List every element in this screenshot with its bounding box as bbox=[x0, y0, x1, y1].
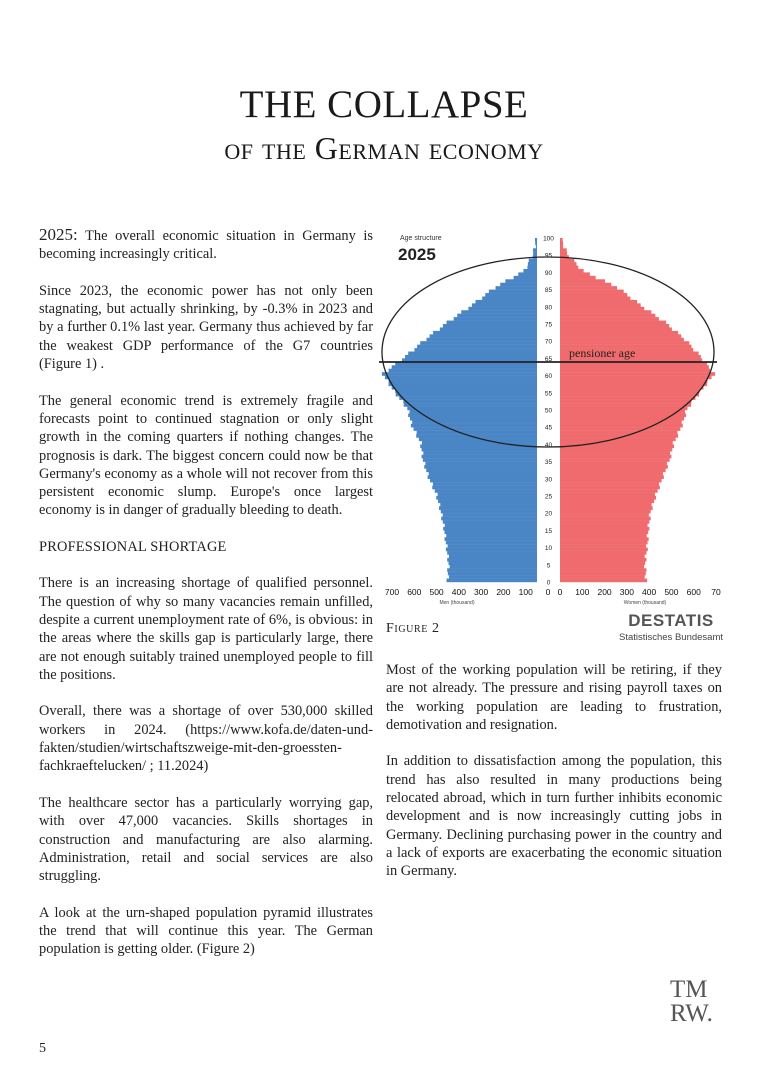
men-bar bbox=[457, 314, 537, 318]
men-bar bbox=[389, 369, 537, 373]
x-tick-label-women: 0 bbox=[557, 587, 563, 597]
women-bar bbox=[560, 448, 672, 452]
women-bar bbox=[560, 451, 670, 455]
paragraph: Most of the working population will be retiring, if they are not already. The pressure and rising payroll taxes on the working population are leading to frustration, demotivation and resignation. bbox=[386, 662, 722, 733]
men-bar bbox=[496, 286, 537, 290]
men-bar bbox=[535, 241, 537, 245]
men-bar bbox=[443, 527, 537, 531]
women-bar bbox=[560, 496, 656, 500]
women-bar bbox=[560, 579, 647, 583]
men-bar bbox=[440, 503, 537, 507]
men-bar bbox=[423, 451, 537, 455]
age-tick-label: 75 bbox=[544, 321, 553, 329]
women-bar bbox=[560, 413, 686, 417]
men-bar bbox=[489, 290, 537, 294]
x-tick-label-men: 700 bbox=[384, 587, 400, 597]
women-bar bbox=[560, 269, 584, 273]
women-bar bbox=[560, 513, 649, 517]
women-bar bbox=[560, 365, 709, 369]
men-bar bbox=[422, 441, 537, 445]
women-bar bbox=[560, 503, 652, 507]
women-bar bbox=[560, 524, 648, 528]
men-bar bbox=[412, 420, 537, 424]
men-bar bbox=[448, 544, 537, 548]
men-bar bbox=[410, 410, 537, 414]
men-bar bbox=[438, 499, 537, 503]
x-tick-label-men: 300 bbox=[474, 587, 489, 597]
pyramid-svg bbox=[377, 226, 737, 606]
women-bar bbox=[560, 379, 708, 383]
chart-year-label: 2025 bbox=[398, 245, 436, 264]
women-bar bbox=[560, 369, 710, 373]
men-bar bbox=[472, 303, 537, 307]
x-tick-label-men: 600 bbox=[407, 587, 422, 597]
women-bar bbox=[560, 296, 630, 300]
men-bar bbox=[514, 276, 537, 280]
women-bar bbox=[560, 290, 624, 294]
women-bar bbox=[560, 462, 667, 466]
men-bar bbox=[448, 572, 537, 576]
women-bar bbox=[560, 259, 574, 263]
women-bar bbox=[560, 455, 671, 459]
x-tick-label-women: 500 bbox=[664, 587, 679, 597]
men-bar bbox=[500, 283, 537, 287]
age-tick-label: 20 bbox=[544, 510, 553, 518]
women-bar bbox=[560, 493, 655, 497]
x-tick-label-women: 70 bbox=[711, 587, 721, 597]
age-tick-label: 85 bbox=[544, 287, 553, 295]
age-tick-label: 70 bbox=[544, 338, 553, 346]
women-bar bbox=[560, 396, 695, 400]
left-column bbox=[39, 226, 373, 977]
men-bar bbox=[447, 558, 537, 562]
page-number: 5 bbox=[39, 1041, 46, 1056]
men-bar bbox=[482, 296, 537, 300]
age-tick-label: 25 bbox=[544, 493, 553, 501]
men-bar bbox=[422, 448, 537, 452]
men-bar bbox=[408, 352, 537, 356]
x-tick-label-men: 0 bbox=[545, 587, 551, 597]
section-heading: PROFESSIONAL SHORTAGE bbox=[39, 539, 227, 556]
men-bars bbox=[382, 238, 537, 582]
women-bar bbox=[560, 314, 655, 318]
x-tick-label-men: 500 bbox=[429, 587, 444, 597]
women-bar bbox=[560, 572, 646, 576]
women-bar bbox=[560, 510, 651, 514]
age-tick-label: 95 bbox=[544, 252, 553, 260]
women-bar bbox=[560, 303, 641, 307]
right-column bbox=[386, 661, 722, 899]
men-bar bbox=[445, 530, 537, 534]
men-bar bbox=[450, 565, 537, 569]
men-bar bbox=[439, 506, 537, 510]
men-bar bbox=[389, 379, 537, 383]
men-bar bbox=[399, 396, 537, 400]
women-bar bbox=[560, 565, 644, 569]
women-bar bbox=[560, 410, 685, 414]
men-bar bbox=[523, 269, 537, 273]
age-tick-label: 15 bbox=[544, 527, 553, 535]
women-bar bbox=[560, 441, 673, 445]
paragraph: The healthcare sector has a particularly worrying gap, with over 47,000 vacancies. Skills shortages in construction and manufacturing are also alarming. Administration, retail and social services are also struggling. bbox=[39, 794, 373, 885]
women-bar bbox=[560, 245, 563, 249]
women-bar bbox=[560, 389, 700, 393]
page-subtitle: of the German economy bbox=[224, 130, 544, 166]
men-bar bbox=[443, 520, 537, 524]
men-bar bbox=[533, 248, 537, 252]
women-bar bbox=[560, 293, 627, 297]
men-bar bbox=[428, 475, 537, 479]
men-bar bbox=[422, 455, 537, 459]
women-bar bbox=[560, 317, 659, 321]
men-bar bbox=[529, 259, 537, 263]
women-bar bbox=[560, 551, 646, 555]
men-bar bbox=[417, 431, 537, 435]
men-bar bbox=[426, 338, 537, 342]
men-bar bbox=[441, 517, 537, 521]
age-tick-label: 5 bbox=[546, 562, 551, 570]
men-bar bbox=[440, 327, 537, 331]
men-bar bbox=[382, 372, 537, 376]
women-bar bbox=[560, 276, 596, 280]
women-bar bbox=[560, 465, 668, 469]
women-bar bbox=[560, 393, 699, 397]
men-bar bbox=[392, 365, 537, 369]
age-tick-label: 45 bbox=[544, 424, 553, 432]
women-bar bbox=[560, 434, 678, 438]
men-bar bbox=[435, 489, 537, 493]
men-bar bbox=[433, 482, 537, 486]
men-bar bbox=[430, 479, 537, 483]
men-bar bbox=[443, 513, 537, 517]
women-bar bbox=[560, 321, 666, 325]
x-tick-label-women: 100 bbox=[575, 587, 590, 597]
women-bar bbox=[560, 241, 563, 245]
men-bar bbox=[426, 468, 537, 472]
brand-line-2: RW. bbox=[670, 1000, 713, 1027]
women-bar bbox=[560, 307, 644, 311]
age-tick-label: 55 bbox=[544, 390, 553, 398]
age-tick-label: 100 bbox=[543, 235, 554, 243]
women-bar bbox=[560, 489, 658, 493]
men-bar bbox=[432, 486, 537, 490]
women-bars bbox=[560, 238, 715, 582]
men-bar bbox=[445, 537, 537, 541]
women-bar bbox=[560, 407, 687, 411]
men-bar bbox=[395, 389, 537, 393]
women-bar bbox=[560, 479, 662, 483]
women-bar bbox=[560, 400, 691, 404]
age-tick-label: 0 bbox=[546, 579, 551, 587]
paragraph: There is an increasing shortage of qualified personnel. The question of why so many vacancies remain unfilled, despite a current unemployment rate of 6%, is obvious: in the areas where the skills gap is particularly large, there are not enough suitably trained unemployed people to fill the positions. bbox=[39, 575, 373, 683]
men-bar bbox=[420, 341, 537, 345]
women-bar bbox=[560, 520, 649, 524]
men-bar bbox=[454, 317, 537, 321]
men-bar bbox=[417, 345, 537, 349]
intro-text: The overall economic situation in Germany is becoming increasingly critical. bbox=[39, 228, 373, 263]
women-bar bbox=[560, 279, 605, 283]
men-bar bbox=[425, 462, 537, 466]
women-bar bbox=[560, 458, 670, 462]
women-bar bbox=[560, 537, 649, 541]
men-bar bbox=[536, 245, 537, 249]
men-bar bbox=[461, 310, 537, 314]
men-bar bbox=[447, 568, 537, 572]
women-axis-label: Women (thousand) bbox=[623, 600, 667, 606]
women-bar bbox=[560, 527, 649, 531]
men-bar bbox=[429, 472, 537, 476]
men-bar bbox=[441, 510, 537, 514]
men-bar bbox=[449, 554, 537, 558]
women-bar bbox=[560, 252, 567, 256]
men-bar bbox=[445, 524, 537, 528]
women-bar bbox=[560, 568, 646, 572]
men-bar bbox=[389, 382, 537, 386]
women-bar bbox=[560, 499, 654, 503]
age-tick-label: 10 bbox=[544, 545, 553, 553]
men-bar bbox=[414, 427, 537, 431]
age-axis bbox=[543, 236, 554, 587]
x-tick-label-men: 400 bbox=[451, 587, 466, 597]
page-title: THE COLLAPSE bbox=[239, 83, 529, 126]
paragraph: The general economic trend is extremely fragile and forecasts point to continued stagnation or only slight growth in the coming quarters if nothing changes. The prognosis is dark. The biggest concern could now be that Germany's economy as a whole will not recover from this persistent economic slump. Europe's once largest economy is in danger of gradually bleeding to death. bbox=[39, 392, 373, 519]
men-bar bbox=[446, 541, 537, 545]
x-tick-label-men: 200 bbox=[496, 587, 511, 597]
women-bar bbox=[560, 468, 666, 472]
men-bar bbox=[403, 400, 537, 404]
men-bar bbox=[505, 279, 537, 283]
men-bar bbox=[446, 534, 537, 538]
paragraph: Overall, there was a shortage of over 530,000 skilled workers in 2024. (https://www.kofa.de/daten-und-fakten/studien/wirtschaftszweige-mit-den-groessten-fachkraeftelucken/ ; 11.2024) bbox=[39, 703, 373, 775]
age-tick-label: 65 bbox=[544, 355, 553, 363]
x-tick-label-men: 100 bbox=[518, 587, 533, 597]
men-bar bbox=[404, 403, 537, 407]
women-bar bbox=[560, 310, 651, 314]
men-bar bbox=[468, 307, 537, 311]
women-bar bbox=[560, 427, 680, 431]
women-bar bbox=[560, 541, 648, 545]
paragraph: A look at the urn-shaped population pyramid illustrates the trend that will continue this year. The German population is getting older. (Figure 2) bbox=[39, 904, 373, 958]
women-bar bbox=[560, 266, 578, 270]
men-bar bbox=[485, 293, 537, 297]
men-bar bbox=[392, 386, 537, 390]
men-bar bbox=[447, 551, 537, 555]
x-axis bbox=[385, 587, 721, 597]
population-pyramid-chart bbox=[377, 226, 737, 606]
x-tick-label-women: 600 bbox=[686, 587, 701, 597]
men-bar bbox=[424, 465, 537, 469]
paragraph: Since 2023, the economic power has not only been stagnating, but actually shrinking, by -0.3% in 2023 and by a further 0.1% last year. Germany thus achieved by far the weakest GDP performance of the G7 countries (Figure 1) . bbox=[39, 282, 373, 373]
women-bar bbox=[560, 386, 704, 390]
men-bar bbox=[423, 458, 537, 462]
brand-line-1: TM bbox=[670, 976, 708, 1003]
men-bar bbox=[438, 493, 537, 497]
men-bar bbox=[447, 579, 537, 583]
men-bar bbox=[408, 413, 537, 417]
women-bar bbox=[560, 424, 683, 428]
intro-paragraph bbox=[39, 226, 373, 264]
women-bar bbox=[560, 475, 664, 479]
men-bar bbox=[475, 300, 537, 304]
men-bar bbox=[447, 321, 537, 325]
men-bar bbox=[385, 376, 537, 380]
age-tick-label: 80 bbox=[544, 304, 553, 312]
women-bar bbox=[560, 300, 637, 304]
age-tick-label: 40 bbox=[544, 441, 553, 449]
women-bar bbox=[560, 338, 684, 342]
women-bar bbox=[560, 517, 651, 521]
age-tick-label: 60 bbox=[544, 373, 553, 381]
women-bar bbox=[560, 324, 669, 328]
women-bar bbox=[560, 506, 653, 510]
women-bar bbox=[560, 431, 677, 435]
brand-logo bbox=[670, 978, 713, 1026]
men-bar bbox=[443, 324, 537, 328]
age-tick-label: 30 bbox=[544, 476, 553, 484]
women-bar bbox=[560, 376, 712, 380]
pensioner-annotation: pensioner age bbox=[569, 346, 636, 360]
women-bar bbox=[560, 331, 678, 335]
women-bar bbox=[560, 238, 563, 242]
men-bar bbox=[449, 561, 537, 565]
intro-year: 2025: bbox=[39, 225, 78, 244]
men-bar bbox=[411, 424, 537, 428]
age-tick-label: 90 bbox=[544, 269, 553, 277]
men-bar bbox=[405, 355, 537, 359]
x-tick-label-women: 300 bbox=[619, 587, 634, 597]
women-bar bbox=[560, 486, 660, 490]
women-bar bbox=[560, 575, 645, 579]
destatis-logo bbox=[616, 611, 726, 643]
men-bar bbox=[535, 238, 537, 242]
men-bar bbox=[518, 272, 537, 276]
men-bar bbox=[449, 575, 537, 579]
age-tick-label: 50 bbox=[544, 407, 553, 415]
women-bar bbox=[560, 403, 691, 407]
women-bar bbox=[560, 548, 648, 552]
men-bar bbox=[528, 262, 537, 266]
age-tick-label: 35 bbox=[544, 459, 553, 467]
men-bar bbox=[533, 252, 537, 256]
women-bar bbox=[560, 341, 689, 345]
men-bar bbox=[436, 496, 537, 500]
men-bar bbox=[414, 348, 537, 352]
women-bar bbox=[560, 372, 715, 376]
women-bar bbox=[560, 530, 648, 534]
women-bar bbox=[560, 283, 611, 287]
women-bar bbox=[560, 327, 672, 331]
women-bar bbox=[560, 558, 646, 562]
women-bar bbox=[560, 554, 645, 558]
men-bar bbox=[407, 407, 537, 411]
women-bar bbox=[560, 561, 645, 565]
women-bar bbox=[560, 482, 659, 486]
paragraph: In addition to dissatisfaction among the population, this trend has also resulted in many productions being relocated abroad, which in turn further inhibits economic development and is now increasingly cutting jobs in Germany. Declining purchasing power in the country and a lack of exports are exacerbating the economic situation in Germany. bbox=[386, 753, 722, 880]
women-bar bbox=[560, 544, 646, 548]
women-bar bbox=[560, 382, 707, 386]
chart-label-small: Age structure bbox=[400, 235, 442, 242]
women-bar bbox=[560, 272, 590, 276]
women-bar bbox=[560, 534, 647, 538]
men-axis-label: Men (thousand) bbox=[439, 600, 475, 606]
women-bar bbox=[560, 472, 663, 476]
x-tick-label-women: 400 bbox=[642, 587, 657, 597]
women-bar bbox=[560, 248, 567, 252]
x-tick-label-women: 200 bbox=[597, 587, 612, 597]
women-bar bbox=[560, 334, 681, 338]
men-bar bbox=[430, 334, 537, 338]
men-bar bbox=[433, 331, 537, 335]
destatis-subtitle: Statistisches Bundesamt bbox=[618, 632, 724, 643]
women-bar bbox=[560, 286, 617, 290]
men-bar bbox=[396, 393, 537, 397]
figure-caption: Figure 2 bbox=[386, 621, 440, 636]
women-bar bbox=[560, 262, 576, 266]
destatis-wordmark: DESTATIS bbox=[628, 611, 714, 630]
men-bar bbox=[527, 266, 537, 270]
men-bar bbox=[446, 548, 537, 552]
